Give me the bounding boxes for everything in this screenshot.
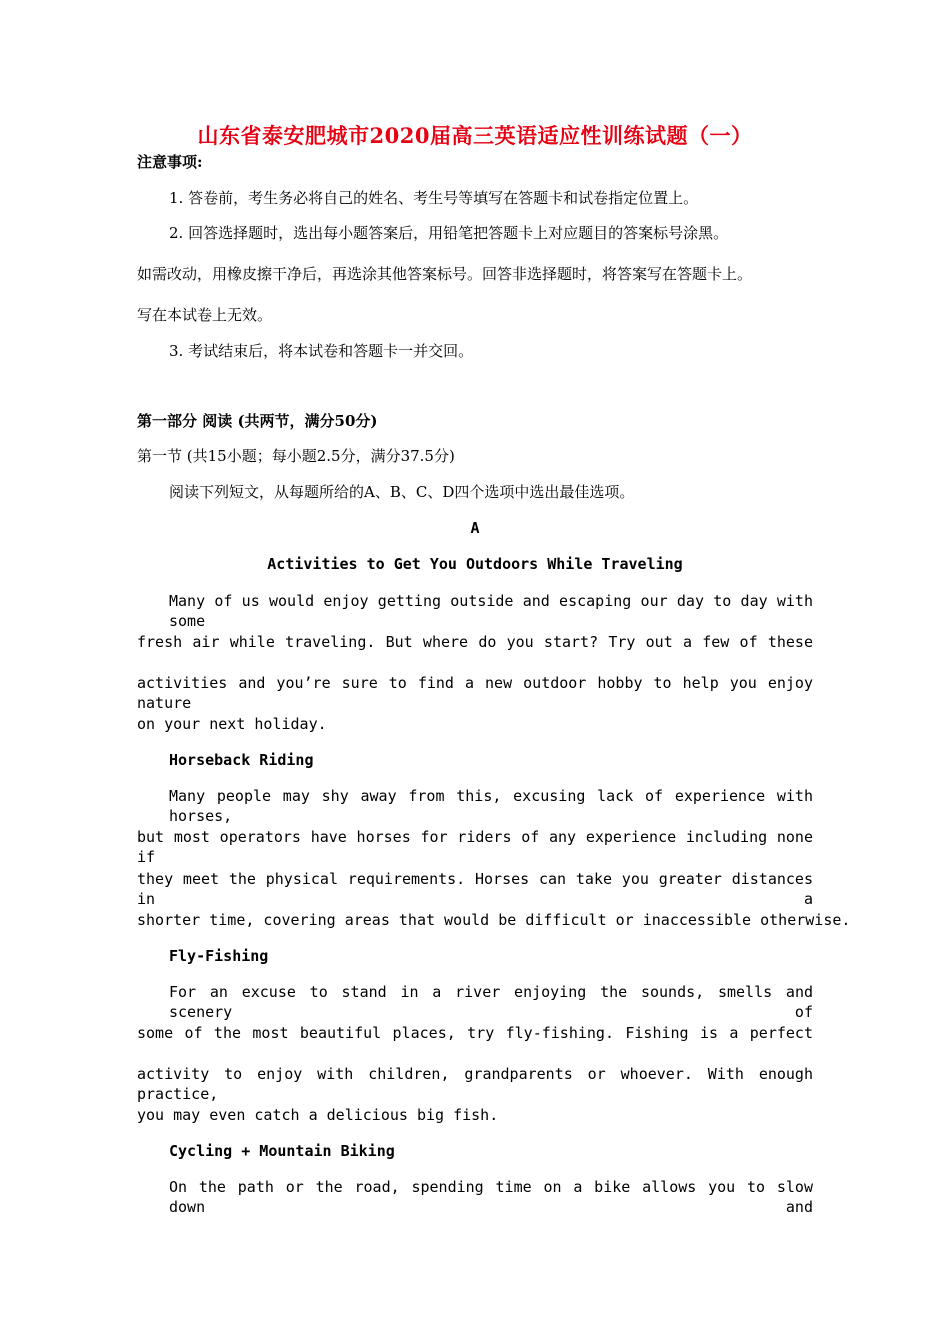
flyfishing-line-1: For an excuse to stand in a river enjoying the sounds, smells and scenery of xyxy=(169,983,813,1021)
flyfishing-line-4: you may even catch a delicious big fish. xyxy=(137,1106,499,1124)
subheading-horseback-riding: Horseback Riding xyxy=(169,751,314,769)
notice-heading: 注意事项: xyxy=(137,153,203,171)
instructions: 阅读下列短文，从每题所给的A、B、C、D四个选项中选出最佳选项。 xyxy=(169,483,635,501)
notice-item-3: 3. 考试结束后，将本试卷和答题卡一并交回。 xyxy=(169,342,474,360)
intro-line-1: Many of us would enjoy getting outside and escaping our day to day with some xyxy=(169,592,813,630)
horseback-line-3: they meet the physical requirements. Horses can take you greater distances in a xyxy=(137,870,813,908)
horseback-line-1: Many people may shy away from this, excusing lack of experience with horses, xyxy=(169,787,813,825)
intro-line-2: fresh air while traveling. But where do you start? Try out a few of these xyxy=(137,633,813,651)
section1-heading: 第一节 (共15小题；每小题2.5分，满分37.5分) xyxy=(137,447,455,465)
cycling-line-1: On the path or the road, spending time on a bike allows you to slow down and xyxy=(169,1178,813,1216)
notice-item-2: 2. 回答选择题时，选出每小题答案后，用铅笔把答题卡上对应题目的答案标号涂黑。 xyxy=(169,224,729,242)
subheading-fly-fishing: Fly-Fishing xyxy=(169,947,269,965)
intro-line-3: activities and you’re sure to find a new outdoor hobby to help you enjoy nature xyxy=(137,674,813,712)
document-title: 山东省泰安肥城市2020届高三英语适应性训练试题（一） xyxy=(197,123,753,148)
intro-line-4: on your next holiday. xyxy=(137,715,327,733)
horseback-line-2: but most operators have horses for riders of any experience including none if xyxy=(137,828,813,866)
passage-label: A xyxy=(470,519,480,537)
horseback-line-4: shorter time, covering areas that would be difficult or inaccessible otherwise. xyxy=(137,911,851,929)
flyfishing-line-3: activity to enjoy with children, grandparents or whoever. With enough practice, xyxy=(137,1065,813,1103)
part1-heading: 第一部分 阅读 (共两节，满分50分) xyxy=(137,412,378,430)
notice-item-2-continued: 如需改动，用橡皮擦干净后，再选涂其他答案标号。回答非选择题时，将答案写在答题卡上。 xyxy=(137,265,753,283)
passage-title: Activities to Get You Outdoors While Traveling xyxy=(267,555,683,573)
notice-item-1: 1. 答卷前，考生务必将自己的姓名、考生号等填写在答题卡和试卷指定位置上。 xyxy=(169,189,699,207)
subheading-cycling: Cycling + Mountain Biking xyxy=(169,1142,395,1160)
notice-item-2-end: 写在本试卷上无效。 xyxy=(137,306,273,324)
flyfishing-line-2: some of the most beautiful places, try fly-fishing. Fishing is a perfect xyxy=(137,1024,813,1042)
